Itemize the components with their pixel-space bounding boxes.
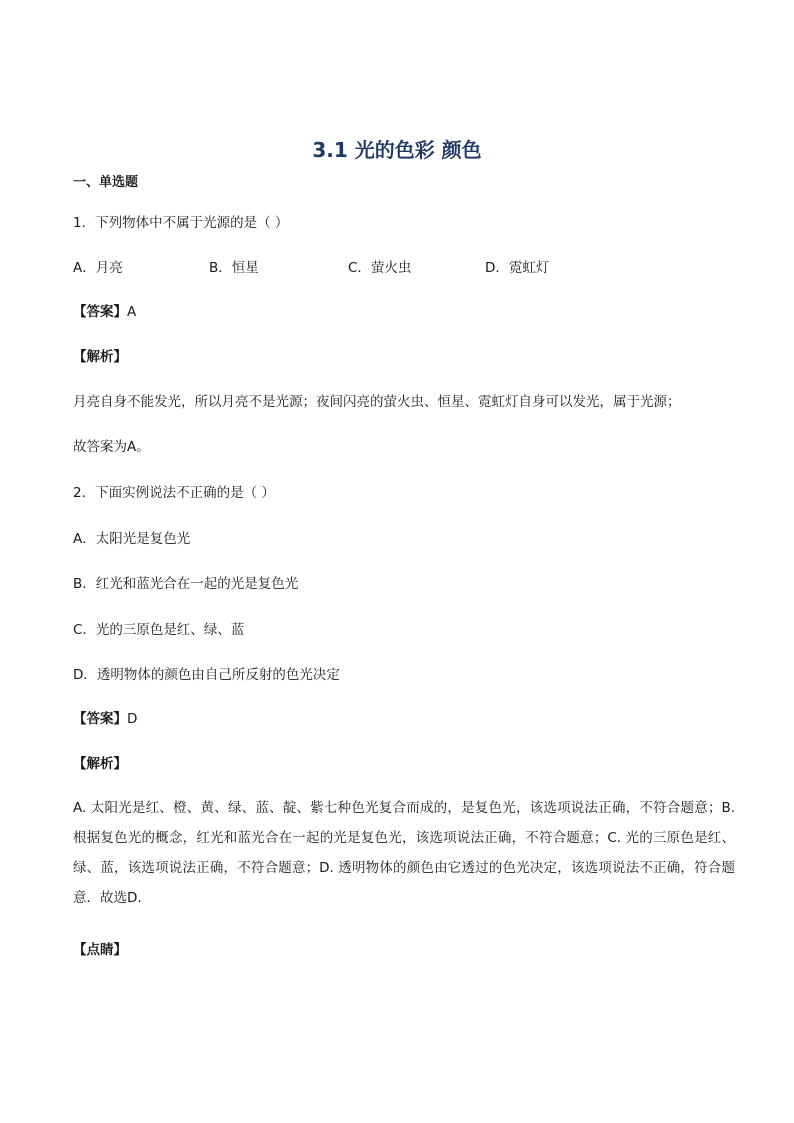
question-1-option-a: A．月亮 bbox=[73, 260, 123, 276]
question-2-option-b: B．红光和蓝光合在一起的光是复色光 bbox=[73, 576, 299, 592]
question-1-analysis-line-2: 故答案为A。 bbox=[73, 439, 150, 455]
question-1-option-b: B．恒星 bbox=[209, 260, 259, 276]
question-2-option-c: C．光的三原色是红、绿、蓝 bbox=[73, 622, 245, 638]
answer-tag: 【答案】 bbox=[73, 711, 127, 727]
answer-value: A bbox=[127, 304, 137, 320]
question-2-analysis-tag: 【解析】 bbox=[73, 756, 127, 772]
question-1-stem: 1．下列物体中不属于光源的是（ ） bbox=[73, 215, 289, 231]
answer-tag: 【答案】 bbox=[73, 304, 127, 320]
question-1-analysis-line-1: 月亮自身不能发光，所以月亮不是光源；夜间闪亮的萤火虫、恒星、霓虹灯自身可以发光，属于光源； bbox=[73, 394, 681, 410]
question-2-option-a: A．太阳光是复色光 bbox=[73, 531, 191, 547]
section-heading: 一、单选题 bbox=[73, 175, 139, 190]
question-1-option-c: C．萤火虫 bbox=[348, 260, 412, 276]
question-1-option-d: D．霓虹灯 bbox=[485, 260, 550, 276]
question-2-option-d: D．透明物体的颜色由自己所反射的色光决定 bbox=[73, 667, 340, 683]
question-2-comment-tag: 【点睛】 bbox=[73, 942, 127, 958]
question-2-stem: 2．下面实例说法不正确的是（ ） bbox=[73, 485, 275, 501]
page-title: 3.1 光的色彩 颜色 bbox=[312, 138, 482, 162]
question-1-answer bbox=[73, 303, 136, 321]
question-1-analysis-tag: 【解析】 bbox=[73, 349, 127, 365]
question-2-answer bbox=[73, 710, 137, 728]
question-2-analysis: A. 太阳光是红、橙、黄、绿、蓝、靛、紫七种色光复合而成的，是复色光，该选项说法正确，不符合题意；B. 根据复色光的概念，红光和蓝光合在一起的光是复色光，该选项说法正确，不符合题意；C. 光的三原色是红、绿、蓝，该选项说法正确，不符合题意；D. 透明物体的颜色由它透过的色光决定，该选项说法不正确，符合题意．故选D. bbox=[73, 800, 735, 906]
answer-value: D bbox=[127, 711, 138, 727]
